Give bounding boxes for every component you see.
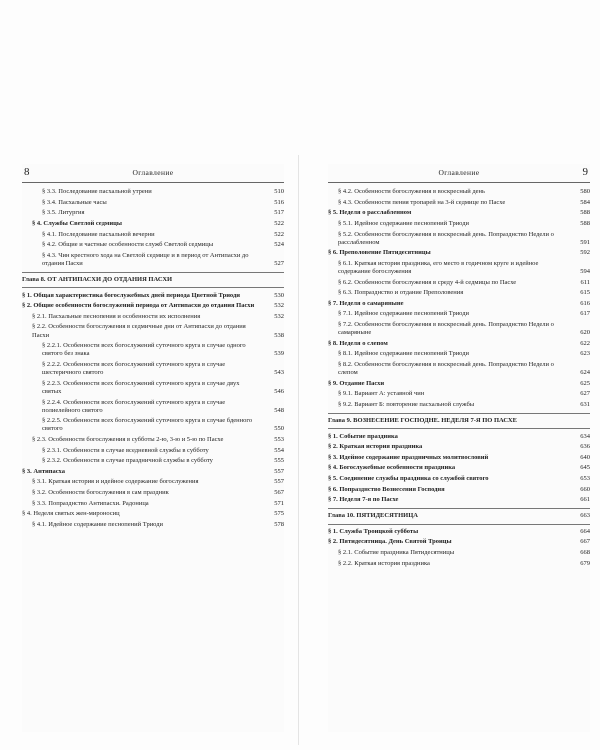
toc-entry-title: § 3.3. Попразднство Антипасхи. Радоница bbox=[32, 499, 149, 507]
right-page-title: Оглавление bbox=[438, 168, 480, 177]
toc-entry bbox=[328, 248, 590, 259]
toc-entry bbox=[328, 320, 590, 339]
toc-entry-page: 661 bbox=[580, 496, 590, 504]
toc-entry-title: § 2. Краткая история праздника bbox=[328, 443, 423, 451]
toc-entry bbox=[22, 498, 284, 509]
toc-entry bbox=[22, 341, 284, 360]
toc-entry-page: 532 bbox=[274, 312, 284, 320]
toc-entry-page: 615 bbox=[580, 289, 590, 297]
toc-entry-page: 617 bbox=[580, 310, 590, 318]
toc-entry bbox=[22, 219, 284, 230]
toc-entry-title: § 9.2. Вариант Б: повторение пасхальной службы bbox=[338, 400, 475, 408]
toc-entry-title: § 4.3. Особенности пения тропарей на 3-й седмице по Пасхе bbox=[338, 198, 506, 206]
toc-entry-title: § 4. Неделя святых жен-мироносиц bbox=[22, 510, 120, 518]
toc-entry-page: 624 bbox=[580, 369, 590, 377]
toc-entry-page: 524 bbox=[274, 241, 284, 249]
toc-entry bbox=[328, 442, 590, 453]
toc-entry-page: 645 bbox=[580, 464, 590, 472]
toc-entry bbox=[22, 520, 284, 531]
toc-entry bbox=[328, 339, 590, 350]
toc-entry bbox=[328, 219, 590, 230]
right-page-number: 9 bbox=[582, 166, 588, 178]
toc-entry bbox=[328, 474, 590, 485]
toc-entry-title: § 3.3. Последование пасхальной утрени bbox=[42, 188, 152, 196]
toc-entry-page: 557 bbox=[274, 467, 284, 475]
toc-entry bbox=[22, 290, 284, 301]
toc-entry-title: § 6. Попразднство Вознесения Господня bbox=[328, 485, 445, 493]
toc-entry-page: 532 bbox=[274, 302, 284, 310]
toc-entry bbox=[22, 445, 284, 456]
toc-entry-title: § 1. Общая характеристика богослужебных дней периода Цветной Триоди bbox=[22, 291, 241, 299]
toc-entry-title: § 8. Неделя о слепом bbox=[328, 339, 388, 347]
toc-entry-title: § 2.3.1. Особенности в случае вседневной службы в субботу bbox=[42, 446, 209, 454]
toc-entry bbox=[22, 456, 284, 467]
toc-entry bbox=[22, 467, 284, 478]
toc-entry-page: 623 bbox=[580, 350, 590, 358]
toc-entry bbox=[328, 309, 590, 320]
toc-entry-page: 567 bbox=[274, 488, 284, 496]
toc-entry-title: § 2.2.4. Особенности всех богослужений суточного круга в случае полиелейного святого bbox=[42, 398, 226, 414]
toc-entry bbox=[22, 240, 284, 251]
toc-entry-page: 546 bbox=[274, 387, 284, 395]
toc-entry bbox=[328, 453, 590, 464]
toc-entry bbox=[328, 288, 590, 299]
toc-entry-page: 580 bbox=[580, 188, 590, 196]
toc-entry-title: § 9.1. Вариант А: уставной чин bbox=[338, 390, 425, 398]
toc-entry-title: § 3.2. Особенности богослужения в сам праздник bbox=[32, 488, 169, 496]
toc-entry-page: 555 bbox=[274, 457, 284, 465]
toc-entry-page: 679 bbox=[580, 559, 590, 567]
toc-entry-page: 653 bbox=[580, 474, 590, 482]
toc-entry-title: § 5. Соединение службы праздника со службой святого bbox=[328, 474, 489, 482]
toc-entry bbox=[22, 187, 284, 198]
toc-entry bbox=[22, 312, 284, 323]
chapter-heading bbox=[328, 508, 590, 524]
toc-entry bbox=[328, 400, 590, 411]
toc-entry bbox=[22, 208, 284, 219]
toc-entry bbox=[22, 198, 284, 209]
toc-entry bbox=[22, 250, 284, 269]
right-toc-list bbox=[328, 187, 590, 569]
toc-entry-page: 527 bbox=[274, 259, 284, 267]
toc-entry-page: 625 bbox=[580, 379, 590, 387]
toc-entry-title: § 2.3. Особенности богослужения в субботы 2-ю, 3-ю и 5-ю по Пасхе bbox=[32, 436, 224, 444]
toc-entry-page: 631 bbox=[580, 400, 590, 408]
left-page-header bbox=[22, 164, 284, 183]
toc-entry-title: § 4. Службы Светлой седмицы bbox=[32, 219, 122, 227]
toc-entry-title: § 2. Общие особенности богослужений периода от Антипасхи до отдания Пасхи bbox=[22, 302, 255, 310]
toc-entry-page: 510 bbox=[274, 188, 284, 196]
toc-entry-title: § 2.2.2. Особенности всех богослужений суточного круга в случае шестеричного святого bbox=[42, 360, 226, 377]
toc-entry-page: 516 bbox=[274, 198, 284, 206]
toc-entry-page: 667 bbox=[580, 538, 590, 546]
toc-entry-title: § 4.1. Последование пасхальной вечерни bbox=[42, 230, 155, 238]
toc-entry-title: § 3.1. Краткая история и идейное содержание богослужения bbox=[32, 478, 199, 486]
toc-entry-title: Глава 9. ВОЗНЕСЕНИЕ ГОСПОДНЕ. НЕДЕЛЯ 7-Я ПО ПАСХЕ bbox=[328, 417, 517, 425]
toc-entry bbox=[328, 484, 590, 495]
toc-entry-page: 592 bbox=[580, 249, 590, 257]
toc-entry-page: 636 bbox=[580, 443, 590, 451]
toc-entry-title: § 7. Неделя 7-я по Пасхе bbox=[328, 496, 399, 504]
left-toc-list bbox=[22, 187, 284, 530]
toc-entry-page: 530 bbox=[274, 291, 284, 299]
toc-entry bbox=[328, 208, 590, 219]
toc-entry-title: § 6.2. Особенности богослужения в среду 4-й седмицы по Пасхе bbox=[338, 278, 517, 286]
toc-entry-page: 640 bbox=[580, 453, 590, 461]
toc-entry-page: 517 bbox=[274, 209, 284, 217]
toc-entry-title: § 1. Служба Троицкой субботы bbox=[328, 527, 419, 535]
toc-entry-page: 588 bbox=[580, 219, 590, 227]
toc-entry bbox=[328, 389, 590, 400]
toc-entry-page: 538 bbox=[274, 331, 284, 339]
toc-entry-title: § 2.2. Особенности богослужения в седмичные дни от Антипасхи до отдания Пасхи bbox=[32, 323, 246, 339]
toc-entry-page: 584 bbox=[580, 198, 590, 206]
toc-entry-page: 594 bbox=[580, 268, 590, 276]
toc-entry-title: § 8.1. Идейное содержание песнопений Триоди bbox=[338, 350, 470, 358]
toc-entry-title: § 3.5. Литургия bbox=[42, 209, 85, 217]
toc-entry-page: 591 bbox=[580, 238, 590, 246]
toc-entry bbox=[328, 537, 590, 548]
toc-entry-title: § 7.1. Идейное содержание песнопений Триоди bbox=[338, 310, 470, 318]
toc-entry-title: § 1. Событие праздника bbox=[328, 432, 398, 440]
toc-entry-page: 554 bbox=[274, 446, 284, 454]
left-page-number: 8 bbox=[24, 166, 30, 178]
toc-entry bbox=[328, 187, 590, 198]
toc-entry-page: 522 bbox=[274, 230, 284, 238]
toc-entry-title: § 4. Богослужебные особенности праздника bbox=[328, 464, 456, 472]
toc-entry-title: § 6. Преполовение Пятидесятницы bbox=[328, 249, 431, 257]
toc-entry-title: § 6.1. Краткая история праздника, его место в годичном круге и идейное содержание богослужения bbox=[338, 259, 539, 276]
left-page bbox=[22, 164, 284, 732]
toc-entry bbox=[328, 198, 590, 209]
toc-entry bbox=[328, 360, 590, 379]
toc-entry-title: § 3. Антипасха bbox=[22, 467, 65, 475]
toc-entry-title: § 8.2. Особенности богослужения в воскресный день. Попразднство Недели о слепом bbox=[338, 360, 554, 377]
toc-entry-title: § 7.2. Особенности богослужения в воскресный день. Попразднство Недели о самаряныне bbox=[338, 320, 554, 337]
toc-entry bbox=[22, 301, 284, 312]
book-spine bbox=[298, 155, 299, 745]
toc-entry-title: § 2.1. Пасхальные песнопения и особенности их исполнения bbox=[32, 312, 201, 320]
toc-entry bbox=[22, 322, 284, 341]
toc-entry-page: 548 bbox=[274, 406, 284, 414]
toc-entry bbox=[22, 477, 284, 488]
toc-entry-page: 539 bbox=[274, 350, 284, 358]
toc-entry bbox=[328, 378, 590, 389]
toc-entry bbox=[22, 397, 284, 416]
toc-entry-title: § 2. Пятидесятница. День Святой Троицы bbox=[328, 538, 452, 546]
toc-entry bbox=[328, 463, 590, 474]
toc-entry-title: § 4.3. Чин крестного хода на Светлой седмице и в период от Антипасхи до отдания Пасхи bbox=[42, 251, 249, 267]
toc-entry-page: 611 bbox=[580, 278, 590, 286]
toc-entry-page: 557 bbox=[274, 478, 284, 486]
toc-entry-title: § 4.1. Идейное содержание песнопений Триоди bbox=[32, 520, 164, 528]
toc-entry-title: § 4.2. Особенности богослужения в воскресный день bbox=[338, 188, 485, 196]
toc-entry-page: 575 bbox=[274, 510, 284, 518]
toc-entry bbox=[328, 299, 590, 310]
toc-entry-page: 663 bbox=[580, 512, 590, 520]
toc-entry-title: § 2.2. Краткая история праздника bbox=[338, 559, 430, 567]
toc-entry bbox=[22, 416, 284, 435]
left-page-title: Оглавление bbox=[132, 168, 174, 177]
toc-entry bbox=[328, 259, 590, 278]
toc-entry-title: § 2.2.5. Особенности всех богослужений суточного круга в случае бденного святого bbox=[42, 417, 253, 433]
toc-entry bbox=[328, 277, 590, 288]
toc-entry-page: 622 bbox=[580, 339, 590, 347]
toc-entry bbox=[328, 495, 590, 506]
toc-entry-title: § 5. Неделя о расслабленном bbox=[328, 209, 412, 217]
toc-entry-title: Глава 8. ОТ АНТИПАСХИ ДО ОТДАНИЯ ПАСХИ bbox=[22, 276, 173, 284]
toc-entry-title: § 2.2.1. Особенности всех богослужений суточного круга в случае одного святого без знака bbox=[42, 342, 246, 358]
toc-entry-page: 522 bbox=[274, 219, 284, 227]
toc-entry bbox=[328, 431, 590, 442]
toc-entry-title: § 5.2. Особенности богослужения в воскресный день. Попразднство Недели о расслабленном bbox=[338, 230, 554, 246]
toc-entry-page: 620 bbox=[580, 329, 590, 337]
toc-entry-page: 543 bbox=[274, 369, 284, 377]
toc-entry-page: 634 bbox=[580, 432, 590, 440]
toc-entry-title: § 2.2.3. Особенности всех богослужений суточного круга в случае двух святых bbox=[42, 379, 240, 395]
toc-entry-page: 660 bbox=[580, 485, 590, 493]
toc-entry bbox=[22, 360, 284, 379]
toc-entry-title: § 4.2. Общие и частные особенности служб Светлой седмицы bbox=[42, 241, 214, 249]
toc-entry-title: § 5.1. Идейное содержание песнопений Триоди bbox=[338, 219, 470, 227]
toc-entry-title: § 2.3.2. Особенности в случае праздничной службы в субботу bbox=[42, 457, 213, 465]
toc-entry-title: § 7. Неделя о самаряныне bbox=[328, 299, 404, 307]
toc-entry bbox=[22, 229, 284, 240]
toc-entry-page: 578 bbox=[274, 520, 284, 528]
toc-entry-page: 616 bbox=[580, 299, 590, 307]
toc-entry-page: 664 bbox=[580, 527, 590, 535]
toc-entry-page: 627 bbox=[580, 390, 590, 398]
toc-entry bbox=[22, 509, 284, 520]
chapter-heading bbox=[328, 413, 590, 429]
toc-entry-title: § 9. Отдание Пасхи bbox=[328, 379, 385, 387]
toc-entry-title: § 3. Идейное содержание праздничных молитвословий bbox=[328, 453, 489, 461]
chapter-heading bbox=[22, 272, 284, 288]
toc-entry-page: 588 bbox=[580, 209, 590, 217]
toc-entry-page: 550 bbox=[274, 425, 284, 433]
toc-entry bbox=[328, 558, 590, 569]
toc-entry bbox=[22, 488, 284, 499]
toc-entry-page: 571 bbox=[274, 499, 284, 507]
toc-entry bbox=[22, 435, 284, 446]
toc-entry-page: 553 bbox=[274, 436, 284, 444]
toc-entry bbox=[328, 548, 590, 559]
right-page bbox=[328, 164, 590, 732]
right-page-header bbox=[328, 164, 590, 183]
toc-entry bbox=[22, 379, 284, 398]
toc-entry-title: § 2.1. Событие праздника Пятидесятницы bbox=[338, 549, 455, 557]
toc-entry-title: § 6.3. Попразднство и отдание Преполовения bbox=[338, 289, 464, 297]
toc-entry bbox=[328, 527, 590, 538]
toc-entry-title: § 3.4. Пасхальные часы bbox=[42, 198, 107, 206]
toc-entry bbox=[328, 229, 590, 248]
toc-entry bbox=[328, 349, 590, 360]
toc-entry-title: Глава 10. ПЯТИДЕСЯТНИЦА bbox=[328, 512, 418, 520]
toc-entry-page: 668 bbox=[580, 549, 590, 557]
